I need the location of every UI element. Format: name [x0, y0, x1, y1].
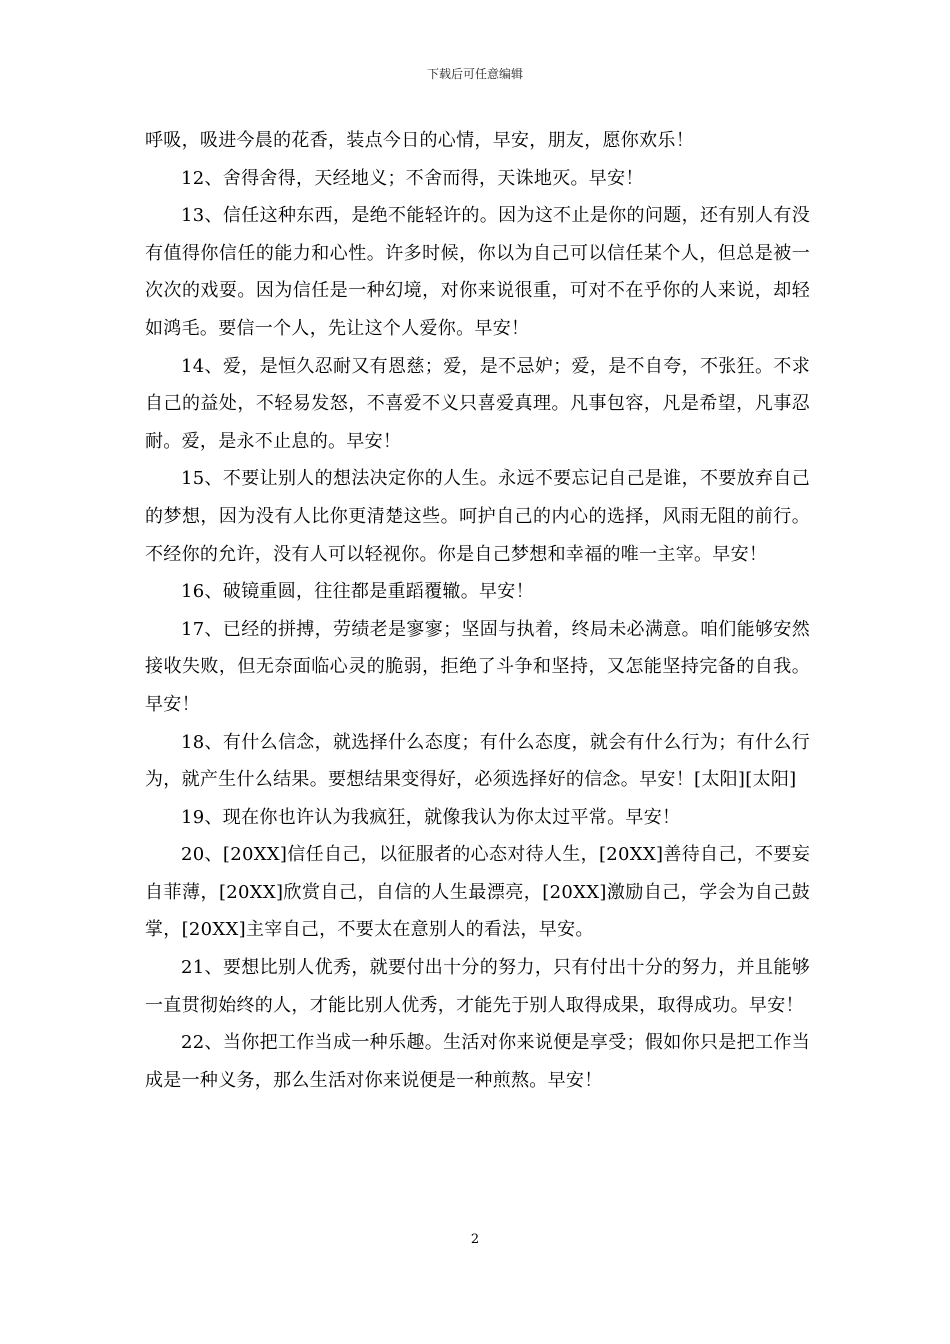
paragraph-20: 20、[20XX]信任自己，以征服者的心态对待人生，[20XX]善待自己，不要妄自菲薄，[20XX]欣赏自己，自信的人生最漂亮，[20XX]激励自己，学会为自己鼓掌，[20XX]主宰自己，不要太在意别人的看法，早安。	[145, 844, 810, 941]
paragraph-15: 15、不要让别人的想法决定你的人生。永远不要忘记自己是谁，不要放弃自己的梦想，因为没有人比你更清楚这些。呵护自己的内心的选择，风雨无阻的前行。不经你的允许，没有人可以轻视你。你是自己梦想和幸福的唯一主宰。早安！	[145, 468, 810, 565]
paragraph-13: 13、信任这种东西，是绝不能轻许的。因为这不止是你的问题，还有别人有没有值得你信任的能力和心性。许多时候，你以为自己可以信任某个人，但总是被一次次的戏耍。因为信任是一种幻境，对你来说很重，可对不在乎你的人来说，却轻如鸿毛。要信一个人，先让这个人爱你。早安！	[145, 205, 810, 339]
document-body	[145, 122, 810, 1099]
paragraph-16: 16、破镜重圆，往往都是重蹈覆辙。早安！	[181, 581, 534, 603]
page-header: 下载后可任意编辑	[426, 67, 523, 81]
paragraph-19: 19、现在你也许认为我疯狂，就像我认为你太过平常。早安！	[181, 806, 681, 828]
paragraph-12: 12、舍得舍得，天经地义；不舍而得，天诛地灭。早安！	[181, 167, 644, 189]
paragraph-21: 21、要想比别人优秀，就要付出十分的努力，只有付出十分的努力，并且能够一直贯彻始终的人，才能比别人优秀，才能先于别人取得成果，取得成功。早安！	[145, 957, 810, 1016]
paragraph-continuation: 呼吸，吸进今晨的花香，装点今日的心情，早安，朋友，愿你欢乐！	[145, 130, 694, 151]
paragraph-22: 22、当你把工作当成一种乐趣。生活对你来说便是享受；假如你只是把工作当成是一种义务，那么生活对你来说便是一种煎熬。早安！	[145, 1032, 810, 1091]
paragraph-18: 18、有什么信念，就选择什么态度；有什么态度，就会有什么行为；有什么行为，就产生什么结果。要想结果变得好，必须选择好的信念。早安！[太阳][太阳]	[145, 731, 810, 791]
paragraph-14: 14、爱，是恒久忍耐又有恩慈；爱，是不忌妒；爱，是不自夸，不张狂。不求自己的益处，不轻易发怒，不喜爱不义只喜爱真理。凡事包容，凡是希望，凡事忍耐。爱，是永不止息的。早安！	[145, 355, 810, 452]
page-number: 2	[470, 1232, 480, 1247]
paragraph-17: 17、已经的拼搏，劳绩老是寥寥；坚固与执着，终局未必满意。咱们能够安然接收失败，但无奈面临心灵的脆弱，拒绝了斗争和坚持，又怎能坚持完备的自我。早安！	[145, 618, 810, 715]
